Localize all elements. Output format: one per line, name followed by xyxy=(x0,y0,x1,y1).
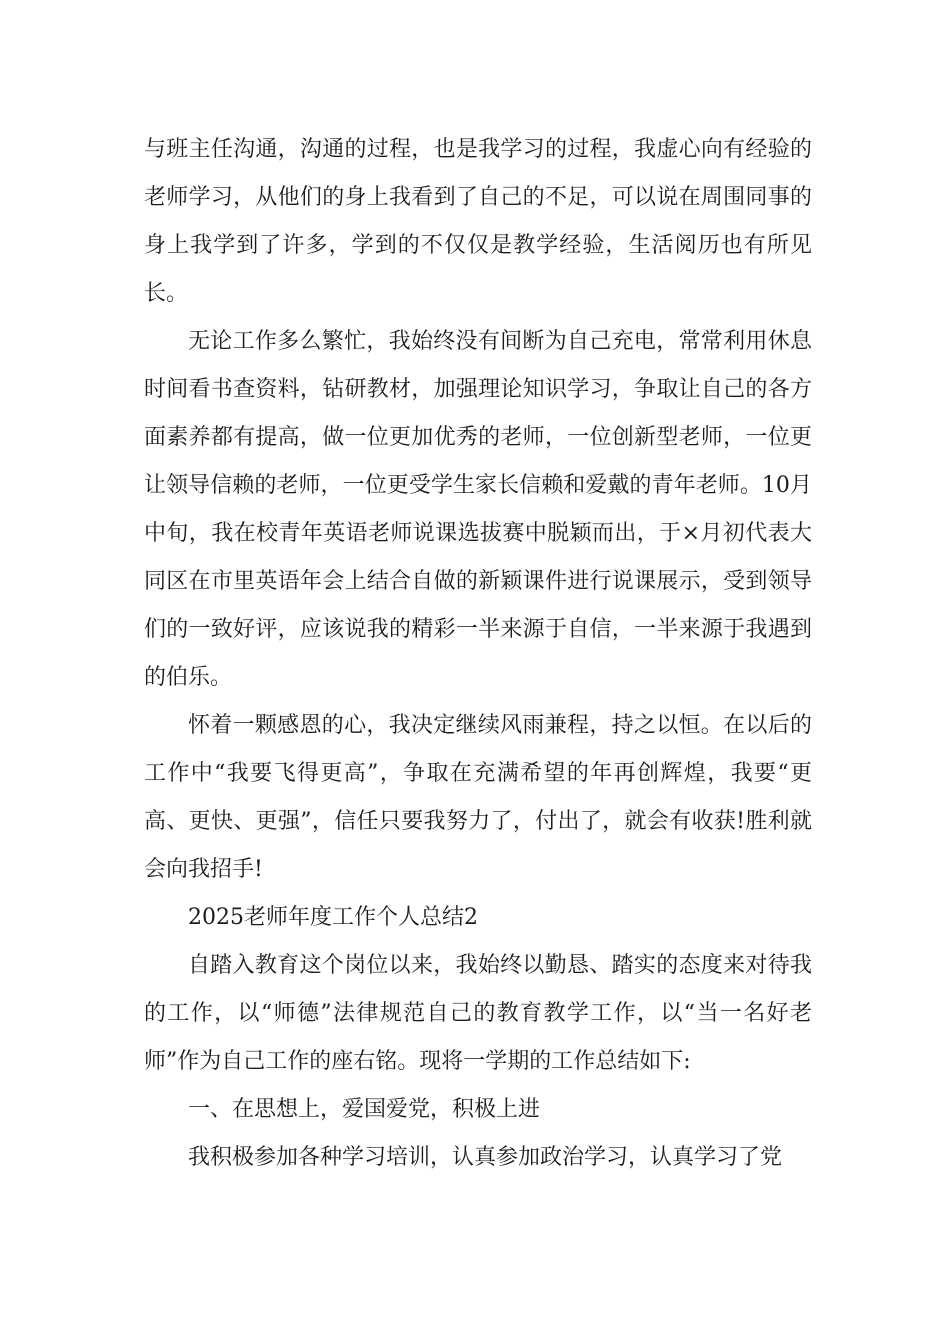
section-heading: 2025老师年度工作个人总结2 xyxy=(188,905,478,930)
subheading: 一、在思想上，爱国爱党，积极上进 xyxy=(188,1097,541,1122)
paragraph-1: 与班主任沟通，沟通的过程，也是我学习的过程，我虚心向有经验的老师学习，从他们的身上我看到了自己的不足，可以说在周围同事的身上我学到了许多，学到的不仅仅是教学经验，生活阅历也有所见长。 xyxy=(144,137,812,306)
paragraph-2: 无论工作多么繁忙，我始终没有间断为自己充电，常常利用休息时间看书查资料，钻研教材，加强理论知识学习，争取让自己的各方面素养都有提高，做一位更加优秀的老师，一位创新型老师，一位更让领导信赖的老师，一位更受学生家长信赖和爱戴的青年老师。10月中旬，我在校青年英语老师说课选拔赛中脱颖而出，于×月初代表大同区在市里英语年会上结合自做的新颖课件进行说课展示，受到领导们的一致好评，应该说我的精彩一半来源于自信，一半来源于我遇到的伯乐。 xyxy=(144,329,812,690)
paragraph-5: 我积极参加各种学习培训，认真参加政治学习，认真学习了党 xyxy=(188,1145,783,1170)
document-body xyxy=(144,126,812,1182)
paragraph-4: 自踏入教育这个岗位以来，我始终以勤恳、踏实的态度来对待我的工作，以“师德”法律规范自己的教育教学工作，以“当一名好老师”作为自己工作的座右铭。现将一学期的工作总结如下: xyxy=(144,953,812,1074)
paragraph-3: 怀着一颗感恩的心，我决定继续风雨兼程，持之以恒。在以后的工作中“我要飞得更高”，争取在充满希望的年再创辉煌，我要“更高、更快、更强”，信任只要我努力了，付出了，就会有收获!胜利就会向我招手! xyxy=(144,713,812,882)
